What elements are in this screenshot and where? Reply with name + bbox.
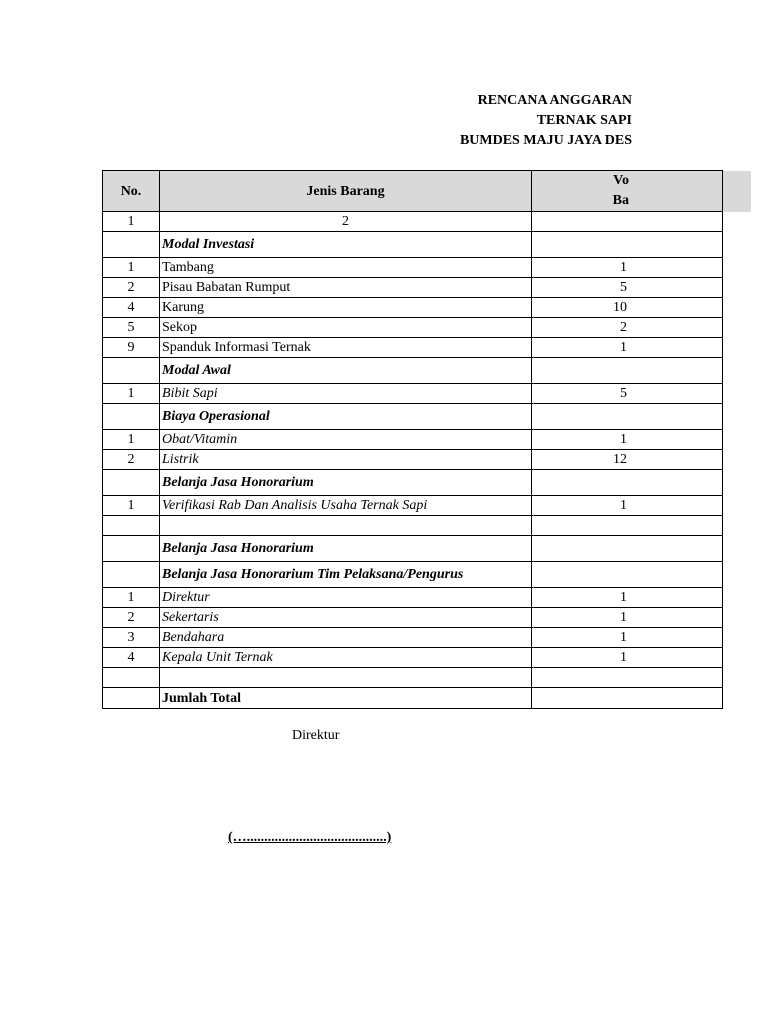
cell-volume: 1 (532, 588, 723, 608)
header-no: No. (103, 171, 160, 212)
cell-jenis-barang: Karung (160, 298, 532, 318)
cell-jenis-barang: Sekertaris (160, 608, 532, 628)
cell-jenis-barang: Tambang (160, 258, 532, 278)
section-row (103, 470, 723, 496)
cell-volume (532, 562, 723, 588)
section-row (103, 404, 723, 430)
cell-jenis-barang: Listrik (160, 450, 532, 470)
table-row (103, 648, 723, 668)
cell-jenis-barang: Modal Investasi (160, 232, 532, 258)
cell-no: 1 (103, 430, 160, 450)
table-row (103, 318, 723, 338)
total-row (103, 688, 723, 709)
cell-volume: 1 (532, 648, 723, 668)
cell-jenis-barang: Pisau Babatan Rumput (160, 278, 532, 298)
index-no: 1 (103, 212, 160, 232)
cell-volume: 1 (532, 258, 723, 278)
header-volume (532, 171, 723, 212)
cell-jenis-barang: Belanja Jasa Honorarium (160, 470, 532, 496)
header-volume-line1: Vo (613, 173, 629, 188)
table-row (103, 258, 723, 278)
cell-no (103, 668, 160, 688)
cell-no (103, 516, 160, 536)
section-row (103, 232, 723, 258)
cell-no (103, 562, 160, 588)
cell-volume: 5 (532, 278, 723, 298)
table-row (103, 338, 723, 358)
table-row (103, 608, 723, 628)
cell-volume (532, 516, 723, 536)
cell-jenis-barang (160, 516, 532, 536)
cell-volume: 12 (532, 450, 723, 470)
cell-volume: 5 (532, 384, 723, 404)
cell-no (103, 232, 160, 258)
cell-volume: 2 (532, 318, 723, 338)
header-jenis-barang: Jenis Barang (160, 171, 532, 212)
cell-volume: 1 (532, 338, 723, 358)
table-row (103, 278, 723, 298)
empty-row (103, 668, 723, 688)
budget-table-viewport (102, 170, 631, 706)
section-row (103, 536, 723, 562)
table-body (103, 232, 723, 709)
index-volume (532, 212, 723, 232)
cell-no: 1 (103, 496, 160, 516)
cell-volume: 1 (532, 608, 723, 628)
cell-volume (532, 688, 723, 709)
cell-jenis-barang: Belanja Jasa Honorarium Tim Pelaksana/Pengurus (160, 562, 532, 588)
cell-jenis-barang: Kepala Unit Ternak (160, 648, 532, 668)
header-volume-line2: Ba (612, 193, 629, 208)
cell-volume: 1 (532, 430, 723, 450)
table-row (103, 496, 723, 516)
cell-no (103, 404, 160, 430)
section-row (103, 562, 723, 588)
cell-jenis-barang: Bibit Sapi (160, 384, 532, 404)
cell-no: 2 (103, 278, 160, 298)
table-row (103, 298, 723, 318)
signature-role: Direktur (292, 728, 340, 743)
cell-volume (532, 668, 723, 688)
cell-jenis-barang (160, 668, 532, 688)
table-row (103, 588, 723, 608)
cell-volume (532, 470, 723, 496)
cell-no: 5 (103, 318, 160, 338)
cell-no (103, 688, 160, 709)
cell-no (103, 358, 160, 384)
cell-jenis-barang: Bendahara (160, 628, 532, 648)
cell-volume: 1 (532, 628, 723, 648)
budget-table (102, 170, 723, 709)
cell-volume (532, 404, 723, 430)
cell-volume (532, 536, 723, 562)
table-header-row (103, 171, 723, 212)
cell-jenis-barang: Sekop (160, 318, 532, 338)
table-row (103, 430, 723, 450)
table-row (103, 450, 723, 470)
index-jenis-barang: 2 (160, 212, 532, 232)
cell-no: 1 (103, 258, 160, 278)
table-row (103, 384, 723, 404)
cell-jenis-barang: Biaya Operasional (160, 404, 532, 430)
cell-no: 2 (103, 608, 160, 628)
document-title (400, 91, 632, 151)
cell-no: 3 (103, 628, 160, 648)
cell-jenis-barang: Belanja Jasa Honorarium (160, 536, 532, 562)
signature-name-line: (…........................................) (228, 830, 392, 845)
cell-no: 1 (103, 588, 160, 608)
cell-jenis-barang: Jumlah Total (160, 688, 532, 709)
cell-jenis-barang: Verifikasi Rab Dan Analisis Usaha Ternak Sapi (160, 496, 532, 516)
cell-jenis-barang: Obat/Vitamin (160, 430, 532, 450)
cell-jenis-barang: Modal Awal (160, 358, 532, 384)
title-line-2: TERNAK SAPI (536, 113, 632, 128)
cell-volume: 10 (532, 298, 723, 318)
cell-volume: 1 (532, 496, 723, 516)
cell-no (103, 536, 160, 562)
title-line-3: BUMDES MAJU JAYA DES (459, 133, 632, 148)
cell-no: 4 (103, 648, 160, 668)
cell-jenis-barang: Direktur (160, 588, 532, 608)
cell-no: 2 (103, 450, 160, 470)
table-index-row (103, 212, 723, 232)
cell-volume (532, 232, 723, 258)
cell-jenis-barang: Spanduk Informasi Ternak (160, 338, 532, 358)
title-line-1: RENCANA ANGGARAN (477, 93, 632, 108)
table-row (103, 628, 723, 648)
cell-no (103, 470, 160, 496)
empty-row (103, 516, 723, 536)
cell-no: 1 (103, 384, 160, 404)
cell-volume (532, 358, 723, 384)
cell-no: 9 (103, 338, 160, 358)
section-row (103, 358, 723, 384)
cell-no: 4 (103, 298, 160, 318)
